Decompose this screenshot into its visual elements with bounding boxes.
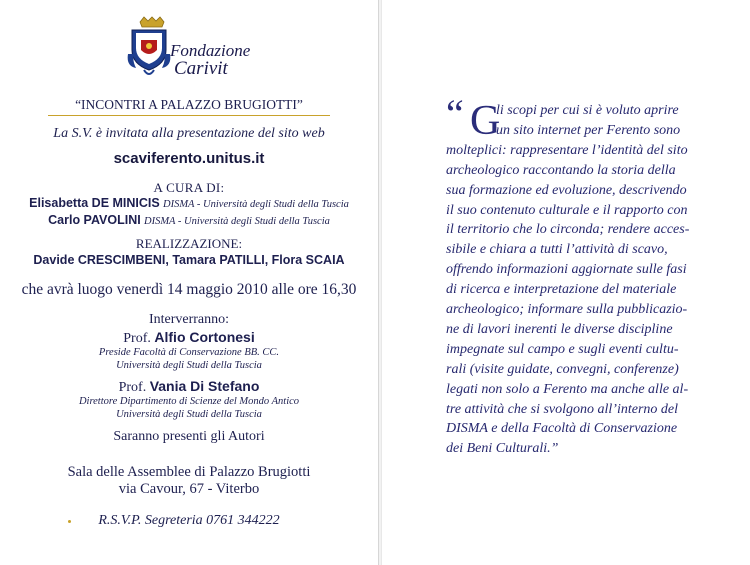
- speaker-1-university: Università degli Studi della Tuscia: [116, 360, 262, 371]
- event-date: che avrà luogo venerdì 14 maggio 2010 alle ore 16,30: [21, 281, 357, 298]
- quote-line: li scopi per cui si è voluto aprire: [496, 103, 679, 118]
- curator-1-affiliation: DISMA - Università degli Studi della Tuscia: [162, 199, 349, 210]
- venue-line-2: via Cavour, 67 - Viterbo: [118, 481, 260, 497]
- speaker-2-name: Vania Di Stefano: [149, 378, 260, 394]
- quote-line: archeologico raccontando la storia della: [446, 162, 676, 178]
- foundation-logo: [126, 16, 256, 86]
- quote-line: dei Beni Culturali.”: [446, 441, 559, 457]
- speakers-heading: Interverranno:: [148, 312, 230, 327]
- logo-wordmark: [170, 42, 250, 78]
- event-series-title: “INCONTRI A PALAZZO BRUGIOTTI”: [75, 97, 303, 112]
- curator-2: [0, 212, 378, 228]
- coat-of-arms-icon: [126, 16, 172, 80]
- authors-note: Saranno presenti gli Autori: [113, 429, 265, 444]
- quote-line: di ricerca e interpretazione del materiale: [446, 282, 677, 298]
- quote-line: sua formazione ed evoluzione, descrivendo: [446, 182, 687, 198]
- quote-line: rali (visite guidate, convegni, conferenze): [446, 361, 679, 377]
- quote-line: il suo contenuto culturale e il rapporto con: [446, 202, 688, 218]
- realization-names: Davide CRESCIMBENI, Tamara PATILLI, Flora SCAIA: [33, 253, 345, 267]
- speaker-2: [0, 378, 378, 396]
- quote-line: offrendo informazioni aggiornate sulle fasi: [446, 262, 687, 278]
- speaker-1-prefix: Prof.: [123, 331, 151, 346]
- open-quote-mark: “: [446, 91, 464, 136]
- quote-line: ne di lavori inerenti le diverse discipline: [446, 321, 673, 337]
- curator-2-name: Carlo PAVOLINI: [48, 213, 141, 227]
- website-address: scaviferento.unitus.it: [113, 150, 265, 167]
- curator-2-affiliation: DISMA - Università degli Studi della Tuscia: [143, 216, 330, 227]
- speaker-1-role: Preside Facoltà di Conservazione BB. CC.: [98, 347, 280, 358]
- invitation-line: La S.V. è invitata alla presentazione del sito web: [53, 126, 325, 141]
- rsvp-line: R.S.V.P. Segreteria 0761 344222: [98, 513, 280, 528]
- quote-line: un sito internet per Ferento sono: [496, 122, 681, 138]
- quote-line: DISMA e della Facoltà di Conservazione: [446, 421, 678, 437]
- venue-line-1: Sala delle Assemblee di Palazzo Brugiotti: [67, 464, 311, 480]
- drop-cap: G: [470, 98, 501, 144]
- speaker-2-prefix: Prof.: [118, 380, 147, 395]
- speaker-1: [0, 329, 378, 347]
- curator-1-name: Elisabetta DE MINICIS: [29, 196, 160, 210]
- quote-line: molteplici: rappresentare l’identità del sito: [446, 142, 688, 158]
- quote-line: tre attività che si svolgono all’interno del: [446, 401, 678, 417]
- logo-line-2: Carivit: [174, 58, 228, 79]
- speaker-2-university: Università degli Studi della Tuscia: [116, 409, 262, 420]
- logo-line-1: Fondazione: [170, 41, 251, 60]
- speaker-2-role: Direttore Dipartimento di Scienze del Mondo Antico: [78, 396, 300, 407]
- realization-heading: REALIZZAZIONE:: [135, 236, 243, 251]
- curator-1: [0, 195, 378, 211]
- speaker-1-name: Alfio Cortonesi: [154, 329, 255, 345]
- title-divider: [48, 115, 330, 116]
- quote-line: sibile e chiara a tutti l’attività di scavo,: [446, 242, 668, 258]
- quote-line: il territorio che lo circonda; rendere acces-: [446, 222, 690, 238]
- curators-heading: A CURA DI:: [153, 180, 225, 195]
- quote-line: impegnate sul campo e sugli eventi cultu-: [446, 341, 679, 357]
- quote-line: archeologico; informare sulla pubblicazio-: [446, 302, 688, 317]
- quote-line: legati non solo a Ferento ma anche alle al-: [446, 381, 689, 397]
